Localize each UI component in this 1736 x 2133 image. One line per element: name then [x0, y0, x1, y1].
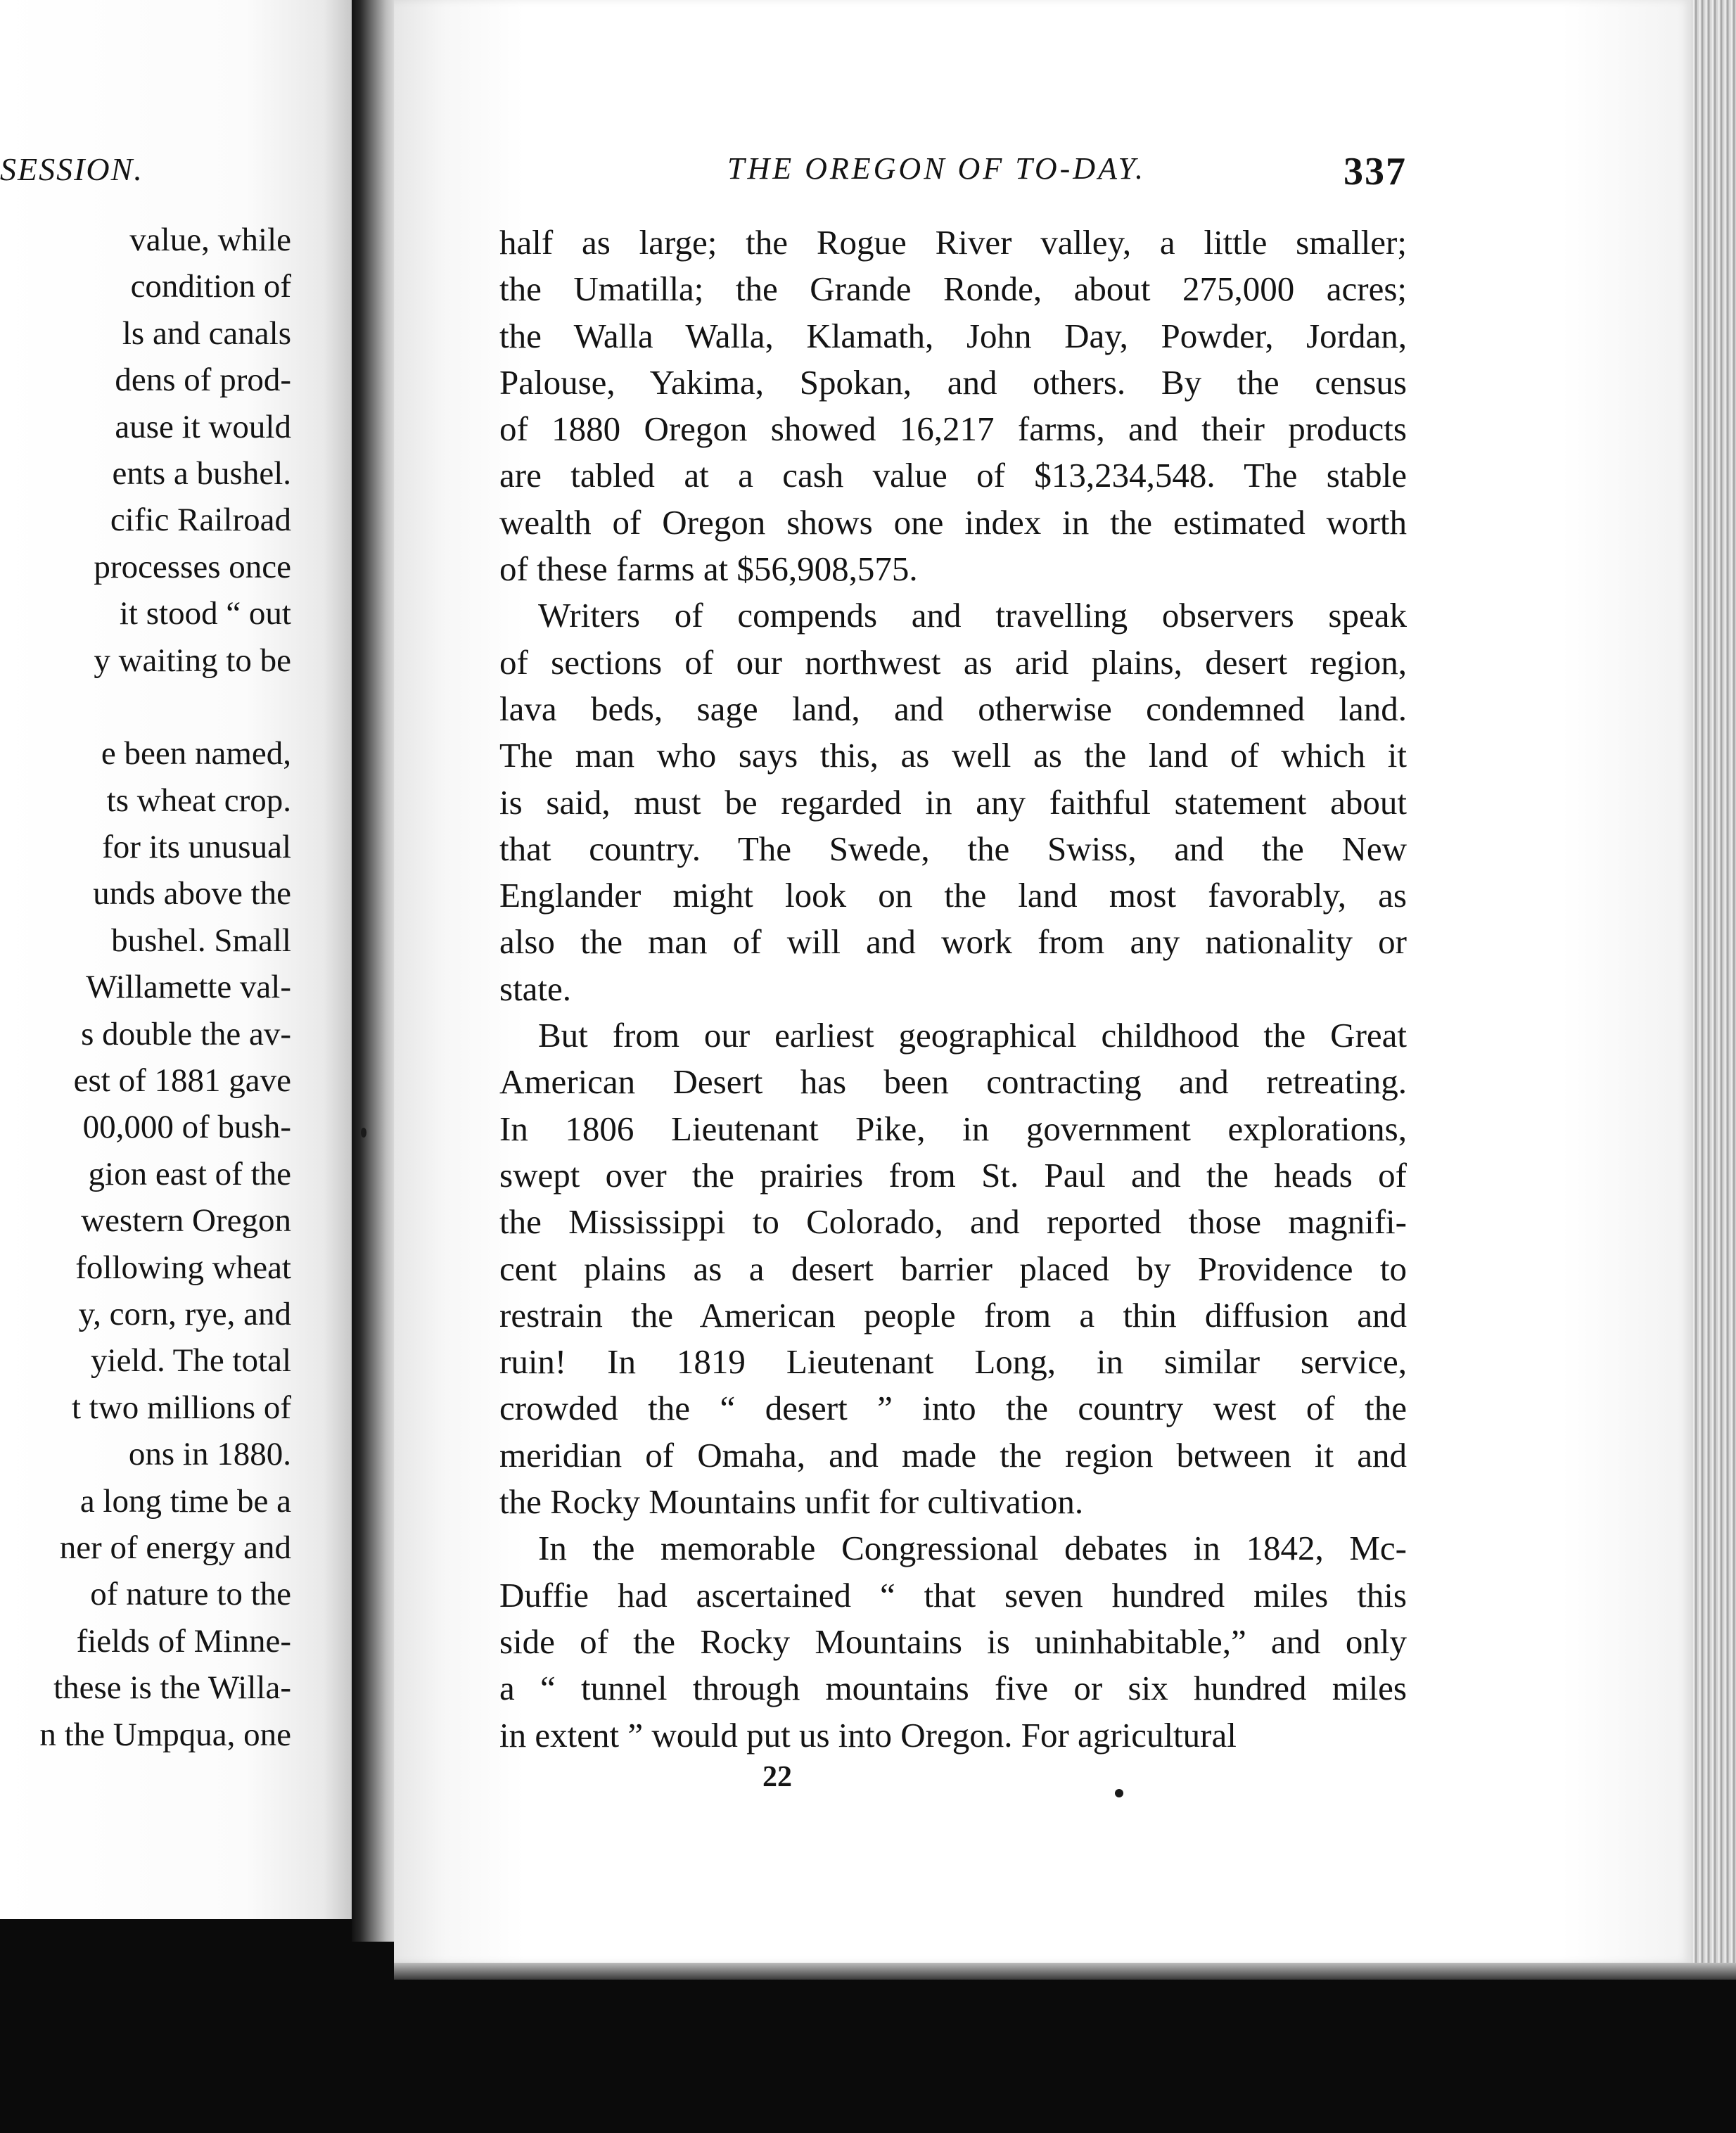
left-text-line: y, corn, rye, and: [78, 1295, 291, 1332]
left-page-text: [39, 217, 291, 1758]
text-line: But from our earliest geographical childhood the Great: [538, 1016, 1407, 1055]
left-text-line: it stood “ out: [119, 595, 291, 632]
left-text-line: ner of energy and: [59, 1529, 291, 1566]
text-line: the Walla Walla, Klamath, John Day, Powder, Jordan,: [499, 316, 1407, 355]
left-text-line: for its unusual: [102, 829, 291, 866]
ink-speck: [361, 1128, 366, 1138]
text-line: state.: [499, 969, 572, 1008]
left-text-line: s double the av-: [81, 1015, 291, 1052]
text-line: swept over the prairies from St. Paul and the heads of: [499, 1155, 1407, 1195]
left-text-line: these is the Willa-: [53, 1669, 291, 1707]
text-line: is said, must be regarded in any faithful statement about: [499, 782, 1407, 822]
left-text-line: western Oregon: [81, 1202, 291, 1240]
body-text: [499, 219, 1407, 1759]
page-bottom-edge: [394, 1963, 1736, 1980]
text-line: a “ tunnel through mountains five or six hundred miles: [499, 1669, 1407, 1708]
ink-speck: [1115, 1789, 1123, 1797]
text-line: meridian of Omaha, and made the region between it and: [499, 1435, 1407, 1475]
left-text-line: of nature to the: [90, 1576, 291, 1613]
text-line: are tabled at a cash value of $13,234,548. The stable: [499, 456, 1407, 495]
text-line: In 1806 Lieutenant Pike, in government explorations,: [499, 1109, 1407, 1148]
left-text-line: yield. The total: [91, 1342, 291, 1380]
text-line: that country. The Swede, the Swiss, and the New: [499, 829, 1407, 868]
left-text-line: est of 1881 gave: [73, 1062, 291, 1100]
text-line: Englander might look on the land most favorably, as: [499, 876, 1407, 915]
left-text-line: condition of: [130, 268, 291, 305]
text-line: half as large; the Rogue River valley, a little smaller;: [499, 223, 1407, 262]
paragraph: [499, 1012, 1407, 1525]
paragraph: [499, 219, 1407, 592]
text-line: ruin! In 1819 Lieutenant Long, in similar service,: [499, 1342, 1407, 1382]
left-page: [0, 0, 352, 1919]
text-line: in extent ” would put us into Oregon. For agricultural: [499, 1715, 1237, 1755]
text-line: Duffie had ascertained “ that seven hundred miles this: [499, 1575, 1407, 1615]
left-text-line: e been named,: [101, 735, 291, 772]
left-text-line: 00,000 of bush-: [82, 1109, 291, 1146]
left-text-line: fields of Minne-: [76, 1622, 291, 1660]
left-text-line: dens of prod-: [115, 362, 291, 399]
text-line: the Mississippi to Colorado, and reported those magnifi-: [499, 1202, 1407, 1242]
text-line: In the memorable Congressional debates in 1842, Mc-: [538, 1529, 1407, 1568]
left-text-line: ents a bushel.: [112, 454, 291, 492]
running-head: THE OREGON OF TO-DAY.: [727, 151, 1146, 186]
left-text-line: ls and canals: [122, 314, 291, 352]
text-line: side of the Rocky Mountains is uninhabitable,” and only: [499, 1622, 1407, 1661]
text-line: of sections of our northwest as arid plains, desert region,: [499, 642, 1407, 682]
left-text-line: bushel. Small: [111, 922, 291, 959]
left-text-line: ons in 1880.: [128, 1436, 291, 1473]
text-line: the Rocky Mountains unfit for cultivation.: [499, 1482, 1084, 1522]
left-text-line: cific Railroad: [110, 502, 291, 539]
text-line: Writers of compends and travelling observers speak: [538, 596, 1407, 635]
page-number: 337: [1344, 150, 1407, 193]
left-text-line: a long time be a: [79, 1482, 291, 1520]
paragraph: [499, 1525, 1407, 1758]
text-line: wealth of Oregon shows one index in the estimated worth: [499, 502, 1407, 542]
left-text-line: value, while: [129, 222, 291, 258]
left-text-line: ause it would: [115, 408, 291, 445]
page-edges: [1692, 0, 1736, 1963]
text-line: the Umatilla; the Grande Ronde, about 275,000 acres;: [499, 269, 1407, 309]
text-line: The man who says this, as well as the land of which it: [499, 736, 1407, 775]
left-text-line: processes once: [94, 548, 291, 585]
left-text-line: [39, 684, 291, 730]
text-line: Palouse, Yakima, Spokan, and others. By the census: [499, 362, 1407, 402]
left-text-line: unds above the: [93, 875, 291, 912]
text-line: lava beds, sage land, and otherwise condemned land.: [499, 689, 1407, 728]
text-line: of 1880 Oregon showed 16,217 farms, and their products: [499, 409, 1407, 449]
left-text-line: following wheat: [75, 1249, 291, 1286]
text-line: of these farms at $56,908,575.: [499, 549, 918, 589]
paragraph: [499, 592, 1407, 1012]
left-text-line: t two millions of: [71, 1389, 291, 1426]
left-text-line: y waiting to be: [94, 642, 291, 679]
signature-mark: 22: [762, 1761, 792, 1793]
left-text-line: gion east of the: [88, 1155, 291, 1192]
left-text-line: ts wheat crop.: [106, 782, 291, 819]
text-line: American Desert has been contracting and retreating.: [499, 1062, 1407, 1102]
text-line: cent plains as a desert barrier placed by Providence to: [499, 1249, 1407, 1288]
text-line: crowded the “ desert ” into the country west of the: [499, 1389, 1407, 1428]
text-line: restrain the American people from a thin diffusion and: [499, 1295, 1407, 1335]
left-text-line: Willamette val-: [86, 969, 291, 1006]
left-text-line: n the Umpqua, one: [39, 1716, 291, 1753]
left-running-head: SESSION.: [0, 151, 143, 187]
text-line: also the man of will and work from any nationality or: [499, 922, 1407, 962]
